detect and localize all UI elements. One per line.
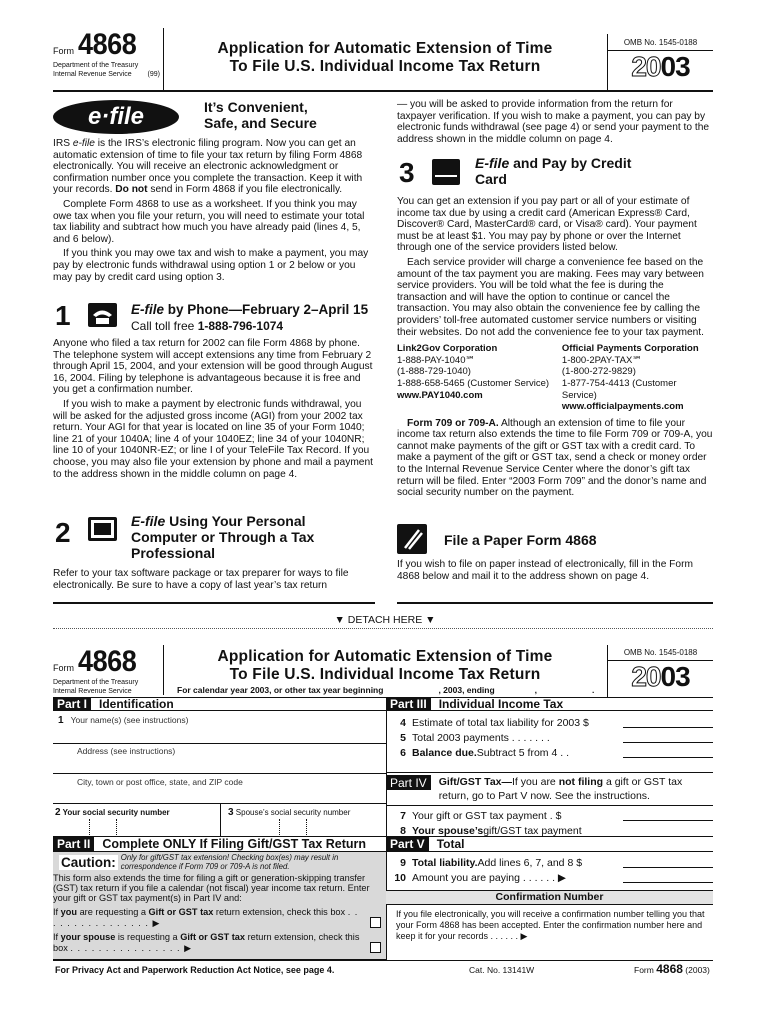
part-1-header: Part I Identification xyxy=(53,697,386,711)
detach-here: ▼ DETACH HERE ▼ xyxy=(334,614,436,626)
catalog-number: Cat. No. 13141W xyxy=(469,965,535,975)
form-title-2: Application for Automatic Extension of Time To File U.S. Individual Income Tax Return xyxy=(217,648,553,683)
option-number: 1 xyxy=(55,300,71,331)
telephone-icon xyxy=(88,303,117,327)
perforation-line xyxy=(53,628,713,629)
code: (99) xyxy=(147,70,160,78)
heading-1: It’s Convenient, xyxy=(204,99,308,115)
ssn-field[interactable]: 2 Your social security number xyxy=(55,807,220,836)
option-1-2-continued: — you will be asked to provide information from the return for taxpayer verification. If you wish to make a payment, you can pay by electronic funds withdrawal (see page 4) or send your payment to the address shown in the middle column on page 4. xyxy=(397,99,710,145)
option-1-heading: 1 E-file by Phone—February 2–April 15 Call toll free 1-888-796-1074 xyxy=(55,300,369,333)
part-5-lines xyxy=(390,855,713,885)
form-title xyxy=(170,40,600,76)
part-3-header: Part III Individual Income Tax xyxy=(386,697,713,711)
gift-tax-spouse: If your spouse is requesting a Gift or GST tax return extension, check this box . . . . . . . . . . . . . . . . ▶ xyxy=(53,932,386,953)
part-5-header: Part V Total xyxy=(386,836,713,852)
tax-year xyxy=(608,51,713,83)
gift-tax-you: If you are requesting a Gift or GST tax return extension, check this box . . . . . . . . . . . . . . . . ▶ xyxy=(53,907,386,928)
part-4-header: Part IV Gift/GST Tax—If you are not filing a gift or GST tax return, go to Part V now. See the instructions. xyxy=(386,772,713,803)
form-id-box-2: Form 4868 Department of the Treasury Internal Revenue Service xyxy=(53,645,164,695)
year-solid: 03 xyxy=(660,51,690,82)
form-label: Form xyxy=(53,46,74,56)
line-5-input[interactable] xyxy=(623,732,713,743)
computer-icon xyxy=(88,517,117,541)
part-2-header: Part II Complete ONLY If Filing Gift/GST Tax Return xyxy=(53,836,386,852)
city-field[interactable]: City, town or post office, state, and ZIP code xyxy=(77,777,243,787)
line-4: 4 Estimate of total tax liability for 2003 $ xyxy=(390,715,713,730)
provider-official-payments: Official Payments Corporation 1-800-2PAY-TAX℠ (1-800-272-9829) 1-877-754-4413 (Customer Service) www.officialpayments.com xyxy=(561,343,699,413)
line-4-input[interactable] xyxy=(623,717,713,728)
line-6-input[interactable] xyxy=(623,747,713,758)
heading-2: Safe, and Secure xyxy=(204,115,317,131)
caution-label: Caution: xyxy=(61,855,116,870)
option-2-body: Refer to your tax software package or tax preparer for ways to file electronically. Be sure to have a copy of last year’s tax return xyxy=(53,568,349,591)
line-9: 9 Total liability. Add lines 6, 7, and 8 $ xyxy=(390,855,713,870)
option-3-heading: 3 E-file and Pay by Credit Card xyxy=(399,155,632,188)
line-10: 10 Amount you are paying . . . . . . ▶ xyxy=(390,870,713,885)
efile-heading xyxy=(204,99,317,131)
line-8: 8 Your spouse’s gift/GST tax payment xyxy=(400,824,582,837)
provider-link2gov: Link2Gov Corporation 1-888-PAY-1040℠ (1-888-729-1040) 1-888-658-5465 (Customer Service) www.PAY1040.com xyxy=(397,343,550,401)
paper-heading: File a Paper Form 4868 xyxy=(444,532,597,548)
option-1-body: Anyone who filed a tax return for 2002 can file Form 4868 by phone. The telephone system will accept extensions any time from February 2 through April 15, 2004, and your extension will be good through August 16, 2004. Filing by telephone is advantageous because it is free and you get a confirmation number. If you wish to make a payment by electronic funds withdrawal, you will be asked for the adjusted gross income (AGI) from your 2002 tax return. Your AGI for that year is located on line 35 of your Form 1040; line 21 of your 1040A; line 4 of your 1040EZ; line 34 of your 1040NR; line 10 of your 1040NR-EZ; or line I of your TeleFile Tax Record. If you choose, you may also file your extension by phone and mail a payment to the address shown in the middle column on page 4. xyxy=(53,338,373,480)
gift-tax-you-checkbox[interactable] xyxy=(370,917,381,928)
year-outline: 20 xyxy=(631,51,661,82)
credit-card-icon xyxy=(432,159,460,185)
form-number: 4868 xyxy=(78,28,137,61)
option-3-body: You can get an extension if you pay part or all of your estimate of income tax due by using a credit card (American Express® Card, Discover® Card, MasterCard® card, or Visa® card). Your payment must be at least $1. You may pay by phone or over the Internet through one of the service providers listed below. Each service provider will charge a convenience fee based on the amount of the tax payment you are making. Fees may vary between service providers. You will be told what the fee is during the transaction and will have the option to continue or cancel the transaction. You may also obtain the convenience fee by calling the providers’ toll-free automated customer service numbers or visiting their websites. Do not add the convenience fee to your tax payment. Link2Gov Corporation 1-888-PAY-1040℠ (1-888-729-1040) 1-888-658-5465 (Customer Service) www.PAY1040.com Official Payments Corporation 1-800-2PAY-TAX℠ (1-800-272-9829) 1-877-754-4413 (Customer Service) www.officialpayments.com Form 709 or 709-A. Although an extension of time to file your income tax return also extends the time to file Form 709 or 709-A, you cannot make payments of the gift or GST tax with a credit card. To make a payment of the gift or GST tax, send a check or money order to the Internal Revenue Service Center where the donor’s gift tax return will be filed. Enter “2003 Form 709” and the donor’s name and social security number on the payment. xyxy=(397,196,713,499)
tax-year-line: For calendar year 2003, or other tax year beginning , 2003, ending , . xyxy=(177,685,595,695)
irs-label: Internal Revenue Service xyxy=(53,70,132,78)
omb-number: OMB No. 1545-0188 xyxy=(608,34,713,51)
provider-link[interactable]: www.PAY1040.com xyxy=(397,389,483,401)
line-5: 5 Total 2003 payments . . . . . . . xyxy=(390,730,713,745)
option-2-heading: 2 E-file Using Your Personal Computer or Through a Tax Professional xyxy=(55,513,315,561)
part-3-lines xyxy=(390,715,713,760)
line-10-input[interactable] xyxy=(623,872,713,883)
line-7-input[interactable] xyxy=(623,810,713,821)
phone-number: 1-888-796-1074 xyxy=(197,319,284,333)
line-9-input[interactable] xyxy=(623,857,713,868)
confirmation-header: Confirmation Number xyxy=(386,890,713,905)
efile-p2: Complete Form 4868 to use as a worksheet. If you think you may owe tax when you file your return, you will need to estimate your total tax liability and subtract how much you have already paid (lines 4, 5, and 6 below). xyxy=(53,198,365,245)
privacy-notice: For Privacy Act and Paperwork Reduction Act Notice, see page 4. xyxy=(55,965,335,975)
pen-icon xyxy=(397,524,427,554)
gift-tax-spouse-checkbox[interactable] xyxy=(370,942,381,953)
address-field[interactable]: Address (see instructions) xyxy=(77,746,176,756)
paper-body: If you wish to file on paper instead of electronically, fill in the Form 4868 below and mail it to the address shown on page 4. xyxy=(397,559,693,582)
irs-efile-logo: e·file xyxy=(53,100,179,134)
omb-box xyxy=(607,34,713,90)
form-footer-id: Form 4868 (2003) xyxy=(634,962,710,976)
part-4-lines xyxy=(390,808,713,838)
form-id-box xyxy=(53,28,164,90)
line-6: 6 Balance due. Subtract 5 from 4 . . xyxy=(390,745,713,760)
service-providers xyxy=(397,343,713,413)
omb-box-2: OMB No. 1545-0188 2003 xyxy=(607,645,713,697)
line-7: 7 Your gift or GST tax payment . $ xyxy=(390,808,713,823)
confirmation-number-field[interactable]: If you file electronically, you will receive a confirmation number telling you that your Form 4868 has been accepted. Enter the confirmation number here and keep it for your records . . . . . . ▶ xyxy=(396,909,705,941)
efile-p3: If you think you may owe tax and wish to make a payment, you may pay by electronic funds withdrawal using option 1 or 2 below or you may pay by credit card using option 3. xyxy=(53,248,369,283)
title-line-2: To File U.S. Individual Income Tax Return xyxy=(229,58,541,75)
efile-intro: IRS e-file is the IRS’s electronic filing program. Now you can get an automatic extension of time to file your tax return by filing Form 4868 electronically. You will receive an electronic acknowledgment or confirmation number once you complete the transaction. Keep it with your records. Do not send in Form 4868 if you file electronically. Complete Form 4868 to use as a worksheet. If you think you may owe tax when you file your return, you will need to estimate your total tax liability and subtract how much you have already paid (lines 4, 5, and 6 below). If you think you may owe tax and wish to make a payment, you may pay by electronic funds withdrawal using option 1 or 2 below or you may pay by credit card using option 3. xyxy=(53,138,375,283)
title-line-1: Application for Automatic Extension of Time xyxy=(217,40,553,57)
spouse-ssn-field[interactable]: 3 Spouse’s social security number xyxy=(228,807,386,836)
dept-label: Department of the Treasury xyxy=(53,62,139,69)
name-field[interactable]: 1 Your name(s) (see instructions) xyxy=(58,715,189,726)
part-2-body: Caution: Only for gift/GST tax extension! Checking box(es) may result in correspondence if Form 709 or 709-A is not filed. This form also extends the time for filing a gift or generation-skipping transfer (GST) tax return if you file a calendar (not fiscal) year income tax return. Enter your gift or GST tax payment(s) in Part IV and: If you are requesting a Gift or GST tax return extension, check this box . . . . . . . . . . . . . . . . ▶ If your spouse is requesting a Gift or GST tax return extension, check this box . . . . . . . . . . . . . . . . ▶ xyxy=(53,852,386,960)
provider-link[interactable]: www.officialpayments.com xyxy=(561,401,684,413)
